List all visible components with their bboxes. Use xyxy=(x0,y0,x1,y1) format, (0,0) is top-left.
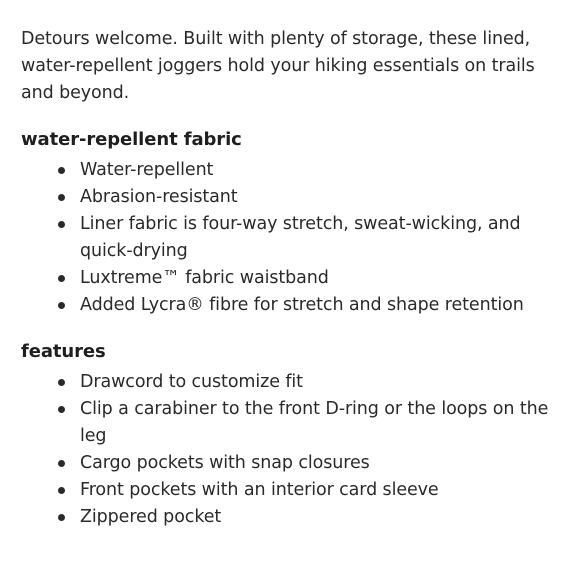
list-item xyxy=(21,504,569,531)
bullet-dot-icon xyxy=(58,302,65,309)
features-list xyxy=(21,369,569,531)
list-item xyxy=(21,396,569,450)
product-description xyxy=(21,26,569,531)
list-item-text: Liner fabric is four-way stretch, sweat-wicking, and quick-drying xyxy=(80,214,521,261)
list-item-text: Clip a carabiner to the front D-ring or the loops on the leg xyxy=(80,399,549,446)
list-item-text: Drawcord to customize fit xyxy=(80,372,303,392)
list-item-text: Abrasion-resistant xyxy=(80,187,238,207)
list-item-text: Front pockets with an interior card sleeve xyxy=(80,480,439,500)
bullet-dot-icon xyxy=(58,487,65,494)
list-item xyxy=(21,292,569,319)
bullet-dot-icon xyxy=(58,194,65,201)
bullet-dot-icon xyxy=(58,167,65,174)
bullet-dot-icon xyxy=(58,221,65,228)
list-item xyxy=(21,369,569,396)
list-item-text: Added Lycra® fibre for stretch and shape retention xyxy=(80,295,524,315)
bullet-dot-icon xyxy=(58,406,65,413)
bullet-dot-icon xyxy=(58,275,65,282)
list-item xyxy=(21,477,569,504)
section-title-fabric: water-repellent fabric xyxy=(21,129,242,150)
list-item xyxy=(21,157,569,184)
fabric-list xyxy=(21,157,569,319)
list-item-text: Cargo pockets with snap closures xyxy=(80,453,370,473)
list-item xyxy=(21,184,569,211)
list-item xyxy=(21,211,569,265)
bullet-dot-icon xyxy=(58,460,65,467)
list-item-text: Luxtreme™ fabric waistband xyxy=(80,268,329,288)
intro-paragraph: Detours welcome. Built with plenty of storage, these lined, water-repellent joggers hold your hiking essentials on trails and beyond. xyxy=(21,29,535,103)
list-item xyxy=(21,265,569,292)
list-item-text: Water-repellent xyxy=(80,160,214,180)
bullet-dot-icon xyxy=(58,514,65,521)
bullet-dot-icon xyxy=(58,379,65,386)
section-title-features: features xyxy=(21,341,106,362)
list-item xyxy=(21,450,569,477)
list-item-text: Zippered pocket xyxy=(80,507,222,527)
